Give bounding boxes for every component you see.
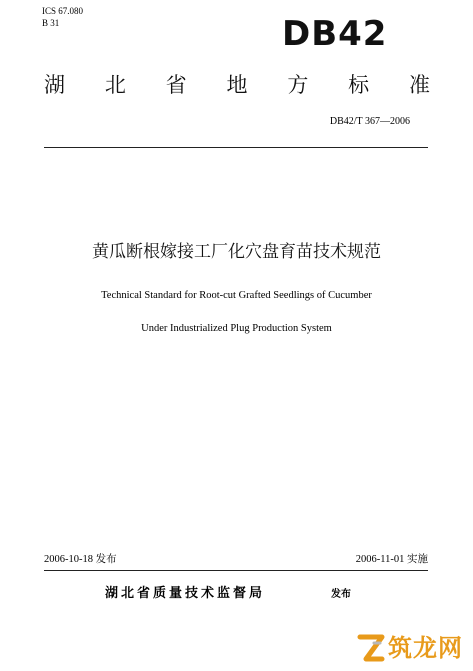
watermark-text: 筑龙网 — [388, 634, 463, 662]
standard-type-char: 北 — [104, 73, 126, 97]
title-english-line1: Technical Standard for Root-cut Grafted Seedlings of Cucumber — [101, 290, 372, 301]
ccs-code: B 31 — [42, 18, 60, 28]
top-divider — [44, 147, 428, 148]
implement-date: 2006-11-01 实施 — [355, 554, 428, 565]
standard-type-char: 地 — [226, 73, 248, 97]
standard-type-char: 省 — [165, 73, 187, 97]
standard-type-char: 标 — [348, 73, 370, 97]
standard-type-char: 湖 — [44, 73, 65, 97]
issuer: 湖北省质量技术监督局 — [105, 586, 266, 601]
standard-type — [44, 70, 430, 100]
title-english-line2: Under Industrialized Plug Production System — [141, 323, 332, 334]
issuer-suffix: 发布 — [331, 589, 351, 600]
issue-date: 2006-10-18 发布 — [44, 554, 117, 565]
title-chinese: 黄瓜断根嫁接工厂化穴盘育苗技术规范 — [92, 242, 381, 262]
zhulong-logo-icon — [356, 631, 386, 665]
standard-number: DB42/T 367—2006 — [329, 116, 410, 127]
watermark — [356, 628, 463, 668]
ics-code: ICS 67.080 — [42, 6, 84, 16]
bottom-divider — [44, 570, 428, 571]
standard-type-char: 方 — [287, 73, 309, 97]
db-logo: DB42 — [282, 14, 388, 54]
standard-type-char: 准 — [408, 73, 430, 97]
